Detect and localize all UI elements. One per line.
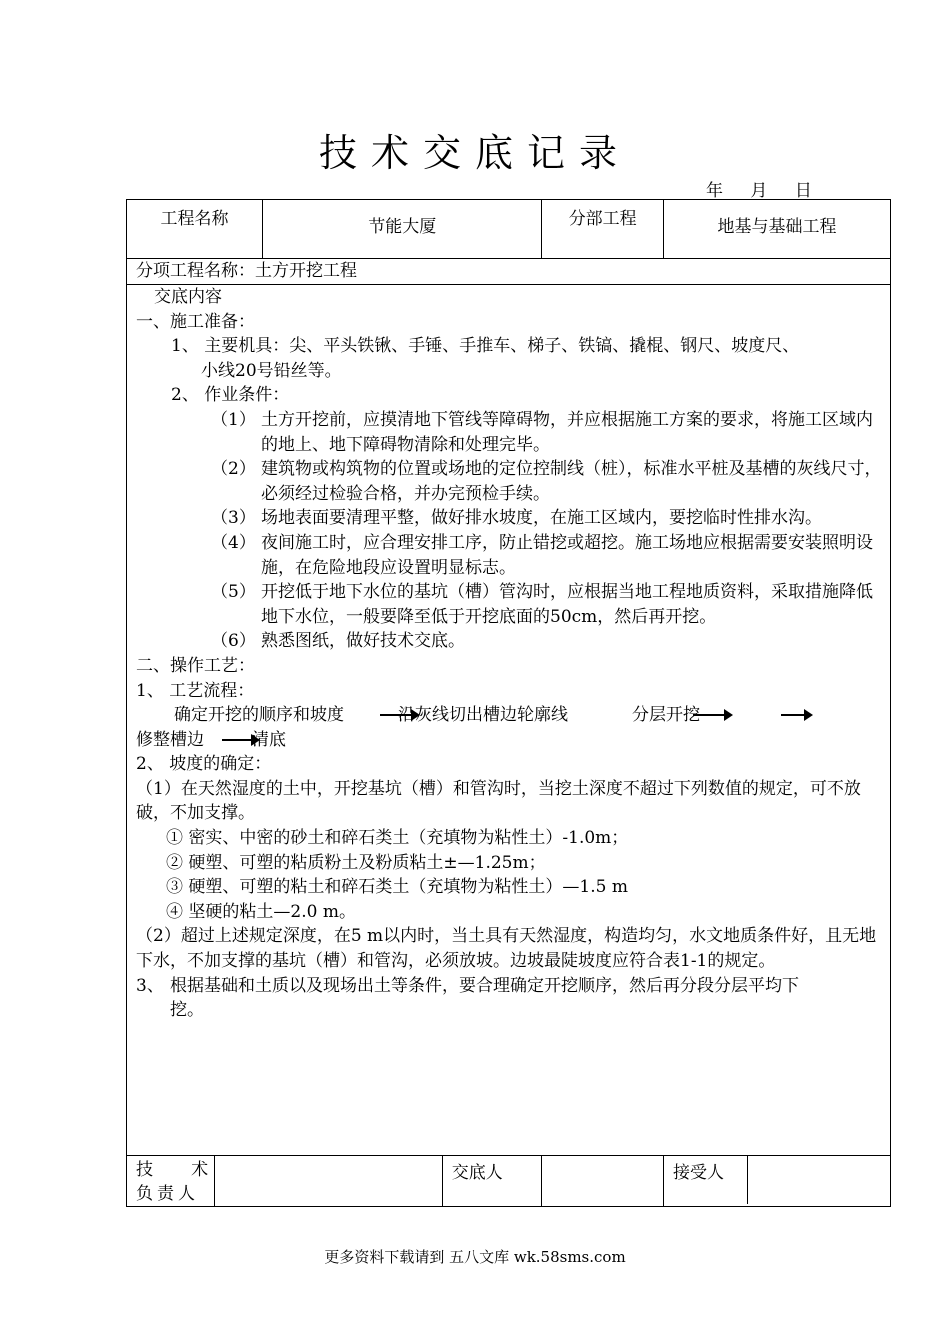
section1-title: 一、施工准备： xyxy=(136,311,255,332)
flow-step: 沿灰线切出槽边轮廓线 xyxy=(398,705,568,726)
section1-item1-num: 1、 xyxy=(171,336,199,357)
slope-paragraph2: （2）超过上述规定深度，在5 m以内时，当土具有天然湿度，构造均匀，水文地质条件好，且无地下水，不加支撑的基坑（槽）和管沟，必须放坡。边坡最陡坡度应符合表1-1的规定。 xyxy=(136,926,877,972)
condition-num: （1） xyxy=(211,409,256,430)
condition-text: 夜间施工时，应合理安排工序，防止错挖或超挖。施工场地应根据需要安装照明设施，在危险地段应设置明显标志。 xyxy=(261,532,873,578)
date-day: 日 xyxy=(794,181,812,201)
condition-item xyxy=(136,457,882,506)
slope-case3: ③ 硬塑、可塑的粘土和碎石类土（充填物为粘性土）—1.5 m xyxy=(166,877,628,898)
content-cell xyxy=(127,285,891,1156)
section2-item2: 2、 坡度的确定： xyxy=(136,754,272,775)
flow-step: 分层开挖 xyxy=(632,705,700,726)
process-flow-line1 xyxy=(136,703,882,728)
content-heading: 交底内容 xyxy=(154,287,222,307)
section2-item3-line2: 挖。 xyxy=(170,1000,204,1021)
condition-text: 开挖低于地下水位的基坑（槽）管沟时，应根据当地工程地质资料，采取措施降低地下水位，一般要降至低于开挖底面的50cm，然后再开挖。 xyxy=(261,582,873,627)
date-line xyxy=(706,176,834,201)
section1-item1-text: 主要机具：尖、平头铁锹、手锤、手推车、梯子、铁镐、撬棍、钢尺、坡度尺、 xyxy=(204,336,800,357)
slope-case4: ④ 坚硬的粘土—2.0 m。 xyxy=(166,901,356,922)
slope-case2: ② 硬塑、可塑的粘质粉土及粉质粘土±—1.25m； xyxy=(166,852,546,873)
condition-item xyxy=(136,408,882,457)
flow-arrow xyxy=(781,714,811,716)
document-title: 技术交底记录 xyxy=(318,131,631,175)
condition-item xyxy=(136,629,882,654)
process-flow-line2 xyxy=(136,728,882,753)
condition-num: （4） xyxy=(211,532,256,553)
condition-text: 建筑物或构筑物的位置或场地的定位控制线（桩），标准水平桩及基槽的灰线尺寸，必须经过检验合格，并办完预检手续。 xyxy=(261,459,882,504)
division-label: 分部工程 xyxy=(542,200,664,259)
flow-step: 清底 xyxy=(252,729,286,750)
condition-num: （3） xyxy=(211,508,256,529)
footer-text: 更多资料下载请到 五八文库 wk.58sms.com xyxy=(324,1248,626,1266)
section2-item3-num: 3、 xyxy=(136,975,164,996)
slope-paragraph1: （1）在天然湿度的土中，开挖基坑（槽）和管沟时，当挖土深度不超过下列数值的规定，可不放破，不加支撑。 xyxy=(136,778,861,824)
tech-lead-char3: 负责人 xyxy=(136,1184,199,1204)
section1-item1-cont: 小线20号铅丝等。 xyxy=(201,360,342,381)
tech-lead-char1: 技 xyxy=(136,1160,153,1180)
section2-item1: 1、 工艺流程： xyxy=(136,680,255,701)
date-month: 月 xyxy=(750,181,768,201)
flow-step: 修整槽边 xyxy=(136,729,204,750)
condition-num: （2） xyxy=(211,459,256,480)
section1-item1 xyxy=(136,334,882,359)
condition-item xyxy=(136,531,882,580)
flow-step: 确定开挖的顺序和坡度 xyxy=(174,705,344,726)
condition-text: 熟悉图纸，做好技术交底。 xyxy=(261,631,465,652)
receiver-label: 接受人 xyxy=(664,1156,748,1204)
handover-signature[interactable] xyxy=(542,1156,664,1207)
tech-lead-signature[interactable] xyxy=(215,1156,443,1207)
receiver-cell xyxy=(663,1156,890,1207)
subitem-name: 分项工程名称：土方开挖工程 xyxy=(127,259,891,285)
receiver-signature[interactable] xyxy=(748,1156,890,1204)
tech-lead-label xyxy=(127,1156,215,1207)
project-name-label: 工程名称 xyxy=(127,200,263,259)
record-table xyxy=(126,199,891,1207)
condition-text: 场地表面要清理平整，做好排水坡度，在施工区域内，要挖临时性排水沟。 xyxy=(261,508,822,529)
date-year: 年 xyxy=(706,181,723,201)
condition-num: （6） xyxy=(211,631,256,652)
slope-case1: ① 密实、中密的砂土和碎石类土（充填物为粘性土）-1.0m； xyxy=(166,828,629,849)
condition-item xyxy=(136,580,882,629)
project-name-value: 节能大厦 xyxy=(263,200,542,259)
condition-item xyxy=(136,506,882,531)
section2-item3 xyxy=(136,974,882,1023)
tech-lead-char2: 术 xyxy=(191,1160,209,1180)
section2-item3-text xyxy=(170,974,882,1023)
handover-label: 交底人 xyxy=(442,1156,542,1207)
section1-item2: 2、 作业条件： xyxy=(171,385,290,406)
division-value: 地基与基础工程 xyxy=(663,200,890,259)
section2-title: 二、操作工艺： xyxy=(136,655,255,676)
condition-text: 土方开挖前，应摸清地下管线等障碍物，并应根据施工方案的要求，将施工区域内的地上、地下障碍物清除和处理完毕。 xyxy=(261,409,873,455)
section2-item3-line1: 根据基础和土质以及现场出土等条件，要合理确定开挖顺序，然后再分段分层平均下 xyxy=(170,975,799,996)
condition-num: （5） xyxy=(211,582,256,603)
